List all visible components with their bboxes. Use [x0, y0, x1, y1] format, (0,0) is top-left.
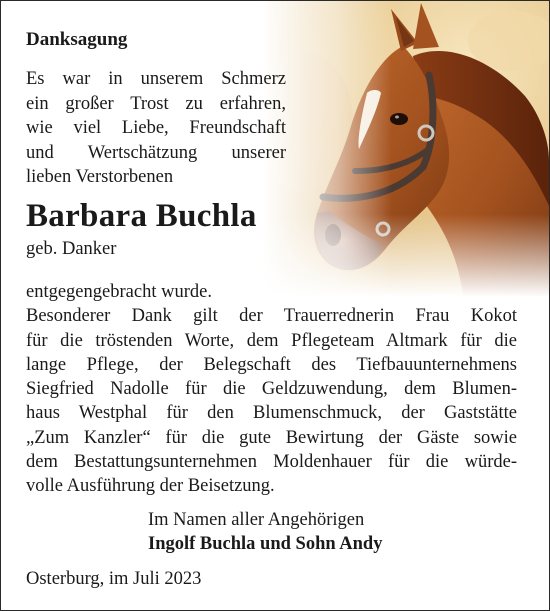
deceased-name: Barbara Buchla: [26, 198, 257, 234]
body-line: „Zum Kanzler“ für die gute Bewirtung der Gäste sowie: [26, 427, 517, 448]
intro-line: Es war in unserem Schmerz: [26, 69, 286, 89]
body-line: dem Bestattungsunternehmen Moldenhauer für die würde-: [26, 452, 517, 473]
intro-paragraph: [26, 67, 286, 190]
body-line: für die tröstenden Worte, dem Pflegeteam Altmark für die: [26, 330, 517, 351]
notice-heading: Danksagung: [26, 29, 128, 50]
body-line: volle Ausführung der Beisetzung.: [26, 476, 275, 497]
signatories: Ingolf Buchla und Sohn Andy: [148, 534, 383, 554]
intro-line: lieben Verstorbenen: [26, 167, 174, 187]
maiden-name: geb. Danker: [26, 239, 117, 259]
signoff-line: Im Namen aller Angehörigen: [148, 510, 365, 530]
intro-line: wie viel Liebe, Freundschaft: [26, 118, 286, 138]
place-date: Osterburg, im Juli 2023: [26, 569, 202, 589]
body-line: Siegfried Nadolle für die Geldzuwendung, dem Blumen-: [26, 379, 517, 400]
thanks-paragraph: [26, 280, 517, 499]
body-line: haus Westphal für den Blumenschmuck, der Gaststätte: [26, 403, 517, 424]
body-line: lange Pflege, der Belegschaft des Tiefbauunternehmens: [26, 354, 517, 375]
body-line: entgegengebracht wurde.: [26, 282, 212, 302]
body-line: Besonderer Dank gilt der Trauerrednerin Frau Kokot: [26, 306, 517, 327]
intro-line: ein großer Trost zu erfahren,: [26, 93, 286, 114]
intro-line: und Wertschätzung unserer: [26, 142, 286, 163]
